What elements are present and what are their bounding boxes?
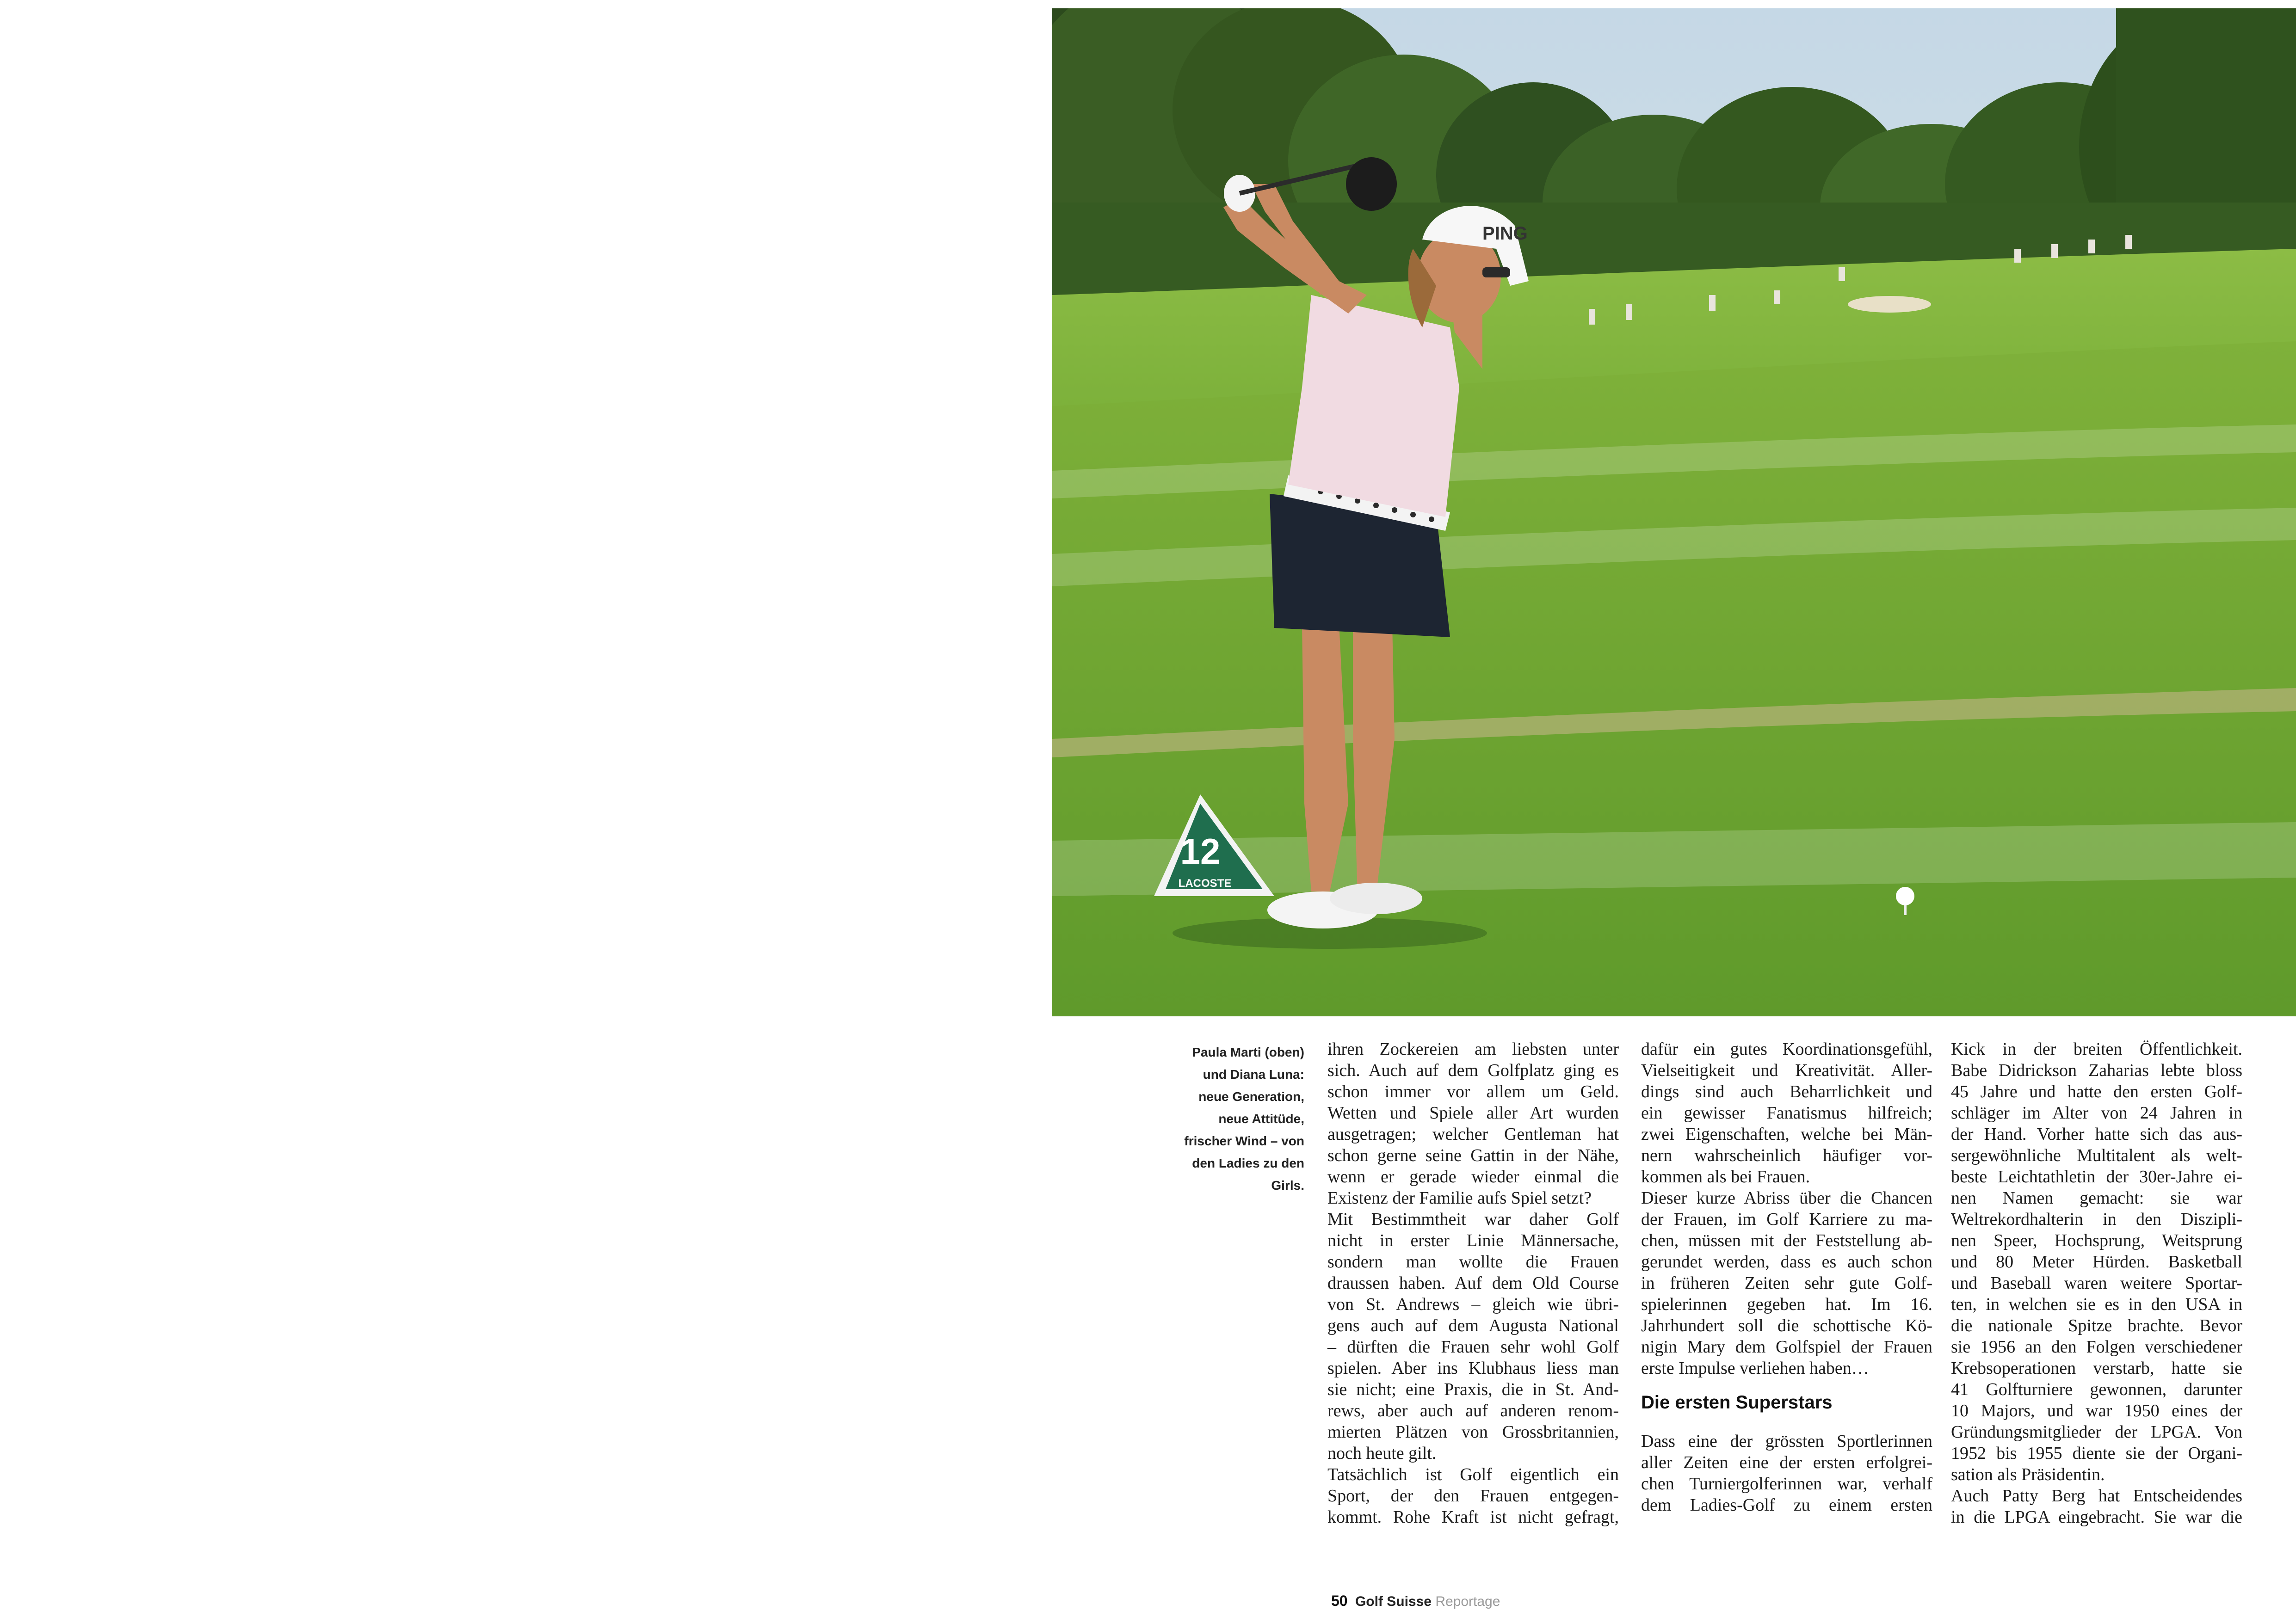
text-line: beste Leichtathletin der 30er-Jahre ei- xyxy=(1951,1167,2242,1187)
text-line: draussen haben. Auf dem Old Course xyxy=(1327,1273,1619,1293)
body-column-3 xyxy=(1951,1039,2242,1528)
text-line: dem Ladies-Golf zu einem ersten xyxy=(1641,1495,1932,1515)
caption-line: frischer Wind – von xyxy=(1184,1134,1304,1148)
text-line: und 80 Meter Hürden. Basketball xyxy=(1951,1252,2242,1272)
text-line: nern wahrscheinlich häufiger vor- xyxy=(1641,1146,1932,1165)
text-line: schon gerne seine Gattin in der Nähe, xyxy=(1327,1146,1619,1165)
text-line: ten, in welchen sie es in den USA in xyxy=(1951,1295,2242,1314)
text-line: ausgetragen; welcher Gentleman hat xyxy=(1327,1125,1619,1144)
text-line: schon immer vor allem um Geld. xyxy=(1327,1082,1619,1101)
text-line: sie nicht; eine Praxis, die in St. And- xyxy=(1327,1380,1619,1399)
text-line: nen Namen gemacht: sie war xyxy=(1951,1188,2242,1208)
text-line: die nationale Spitze brachte. Bevor xyxy=(1951,1316,2242,1335)
text-line: schläger im Alter von 24 Jahren in xyxy=(1951,1103,2242,1123)
text-line: 45 Jahre und hatte den ersten Golf- xyxy=(1951,1082,2242,1101)
section-name: Reportage xyxy=(1435,1594,1500,1609)
text-line: wenn er gerade wieder einmal die xyxy=(1327,1167,1619,1187)
body-column-2 xyxy=(1641,1039,1932,1516)
text-line: der Frauen, im Golf Karriere zu ma- xyxy=(1641,1210,1932,1229)
text-line: Existenz der Familie aufs Spiel setzt? xyxy=(1327,1188,1592,1208)
tee-marker-brand: LACOSTE xyxy=(1178,877,1232,890)
text-line: gerundet werden, dass es auch schon xyxy=(1641,1252,1932,1272)
caption-line: neue Generation, xyxy=(1198,1089,1304,1104)
text-line: Weltrekordhalterin in den Diszipli- xyxy=(1951,1210,2242,1229)
text-line: ihren Zockereien am liebsten unter xyxy=(1327,1039,1619,1059)
text-line: Mit Bestimmtheit war daher Golf xyxy=(1327,1210,1619,1229)
text-line: sie 1956 an den Folgen verschiedener xyxy=(1951,1337,2242,1357)
golfer-photo-illustration xyxy=(1052,8,2296,1016)
text-line: Kick in der breiten Öffentlichkeit. xyxy=(1951,1039,2242,1059)
text-line: Jahrhundert soll die schottische Kö- xyxy=(1641,1316,1932,1335)
text-line: von St. Andrews – gleich wie übri- xyxy=(1327,1295,1619,1314)
text-line: aller Zeiten eine der ersten erfolgrei- xyxy=(1641,1453,1932,1472)
text-line: Auch Patty Berg hat Entscheidendes xyxy=(1951,1486,2242,1506)
text-line: 1952 bis 1955 diente sie der Organi- xyxy=(1951,1444,2242,1463)
caption-line: und Diana Luna: xyxy=(1203,1067,1304,1082)
text-line: ein gewisser Fanatismus hilfreich; xyxy=(1641,1103,1932,1123)
text-line: Dass eine der grössten Sportlerinnen xyxy=(1641,1432,1932,1451)
text-line: zwei Eigenschaften, welche bei Män- xyxy=(1641,1125,1932,1144)
text-line: Sport, der den Frauen entgegen- xyxy=(1327,1486,1619,1506)
text-line: chen Turniergolferinnen war, verhalf xyxy=(1641,1474,1932,1494)
text-line: Gründungsmitglieder der LPGA. Von xyxy=(1951,1422,2242,1442)
tee-marker-number: 12 xyxy=(1180,831,1221,872)
text-line: 10 Majors, und war 1950 eines der xyxy=(1951,1401,2242,1420)
text-line: Tatsächlich ist Golf eigentlich ein xyxy=(1327,1465,1619,1484)
text-line: mierten Plätzen von Grossbritannien, xyxy=(1327,1422,1619,1442)
text-line: kommt. Rohe Kraft ist nicht gefragt, xyxy=(1327,1507,1619,1527)
page-number: 50 xyxy=(1331,1592,1348,1609)
text-line: 41 Golfturniere gewonnen, darunter xyxy=(1951,1380,2242,1399)
text-line: in früheren Zeiten sehr gute Golf- xyxy=(1641,1273,1932,1293)
text-line: nigin Mary dem Golfspiel der Frauen xyxy=(1641,1337,1932,1357)
text-line: sergewöhnliche Multitalent als welt- xyxy=(1951,1146,2242,1165)
caption-line: Paula Marti (oben) xyxy=(1192,1045,1304,1059)
magazine-name: Golf Suisse xyxy=(1355,1594,1432,1609)
photo-caption xyxy=(1147,1041,1304,1197)
bunker xyxy=(1848,296,1931,313)
section-subheading: Die ersten Superstars xyxy=(1641,1392,1833,1413)
cap-logo: PING xyxy=(1482,223,1528,244)
text-line: Krebsoperationen verstarb, hatte sie xyxy=(1951,1359,2242,1378)
text-line: und Baseball waren weitere Sportar- xyxy=(1951,1273,2242,1293)
page-footer xyxy=(1331,1592,1500,1610)
text-line: rews, aber auch auf anderen renom- xyxy=(1327,1401,1619,1420)
text-line: spielen. Aber ins Klubhaus liess man xyxy=(1327,1359,1619,1378)
text-line: Dieser kurze Abriss über die Chancen xyxy=(1641,1188,1932,1208)
text-line: Babe Didrickson Zaharias lebte bloss xyxy=(1951,1061,2242,1080)
caption-line: neue Attitüde, xyxy=(1218,1112,1304,1126)
text-line: sich. Auch auf dem Golfplatz ging es xyxy=(1327,1061,1619,1080)
text-line: dafür ein gutes Koordinationsgefühl, xyxy=(1641,1039,1932,1059)
text-line: noch heute gilt. xyxy=(1327,1444,1437,1463)
text-line: kommen als bei Frauen. xyxy=(1641,1167,1810,1187)
text-line: sation als Präsidentin. xyxy=(1951,1465,2105,1484)
text-line: der Hand. Vorher hatte sich das aus- xyxy=(1951,1125,2242,1144)
text-line: Wetten und Spiele aller Art wurden xyxy=(1327,1103,1619,1123)
text-line: dings sind auch Beharrlichkeit und xyxy=(1641,1082,1932,1101)
text-line: Vielseitigkeit und Kreativität. Aller- xyxy=(1641,1061,1932,1080)
text-line: gens auch auf dem Augusta National xyxy=(1327,1316,1619,1335)
golfer-photo xyxy=(1052,8,2296,1016)
body-column-1 xyxy=(1327,1039,1619,1528)
text-line: chen, müssen mit der Feststellung ab- xyxy=(1641,1231,1932,1250)
text-line: nicht in erster Linie Männersache, xyxy=(1327,1231,1619,1250)
caption-line: Girls. xyxy=(1271,1178,1304,1193)
text-line: in die LPGA eingebracht. Sie war die xyxy=(1951,1507,2242,1527)
text-line: sondern man wollte die Frauen xyxy=(1327,1252,1619,1272)
text-line: spielerinnen gegeben hat. Im 16. xyxy=(1641,1295,1932,1314)
text-line: – dürften die Frauen sehr wohl Golf xyxy=(1327,1337,1619,1357)
text-line: nen Speer, Hochsprung, Weitsprung xyxy=(1951,1231,2242,1250)
text-line: erste Impulse verliehen haben… xyxy=(1641,1359,1869,1378)
caption-line: den Ladies zu den xyxy=(1192,1156,1304,1170)
